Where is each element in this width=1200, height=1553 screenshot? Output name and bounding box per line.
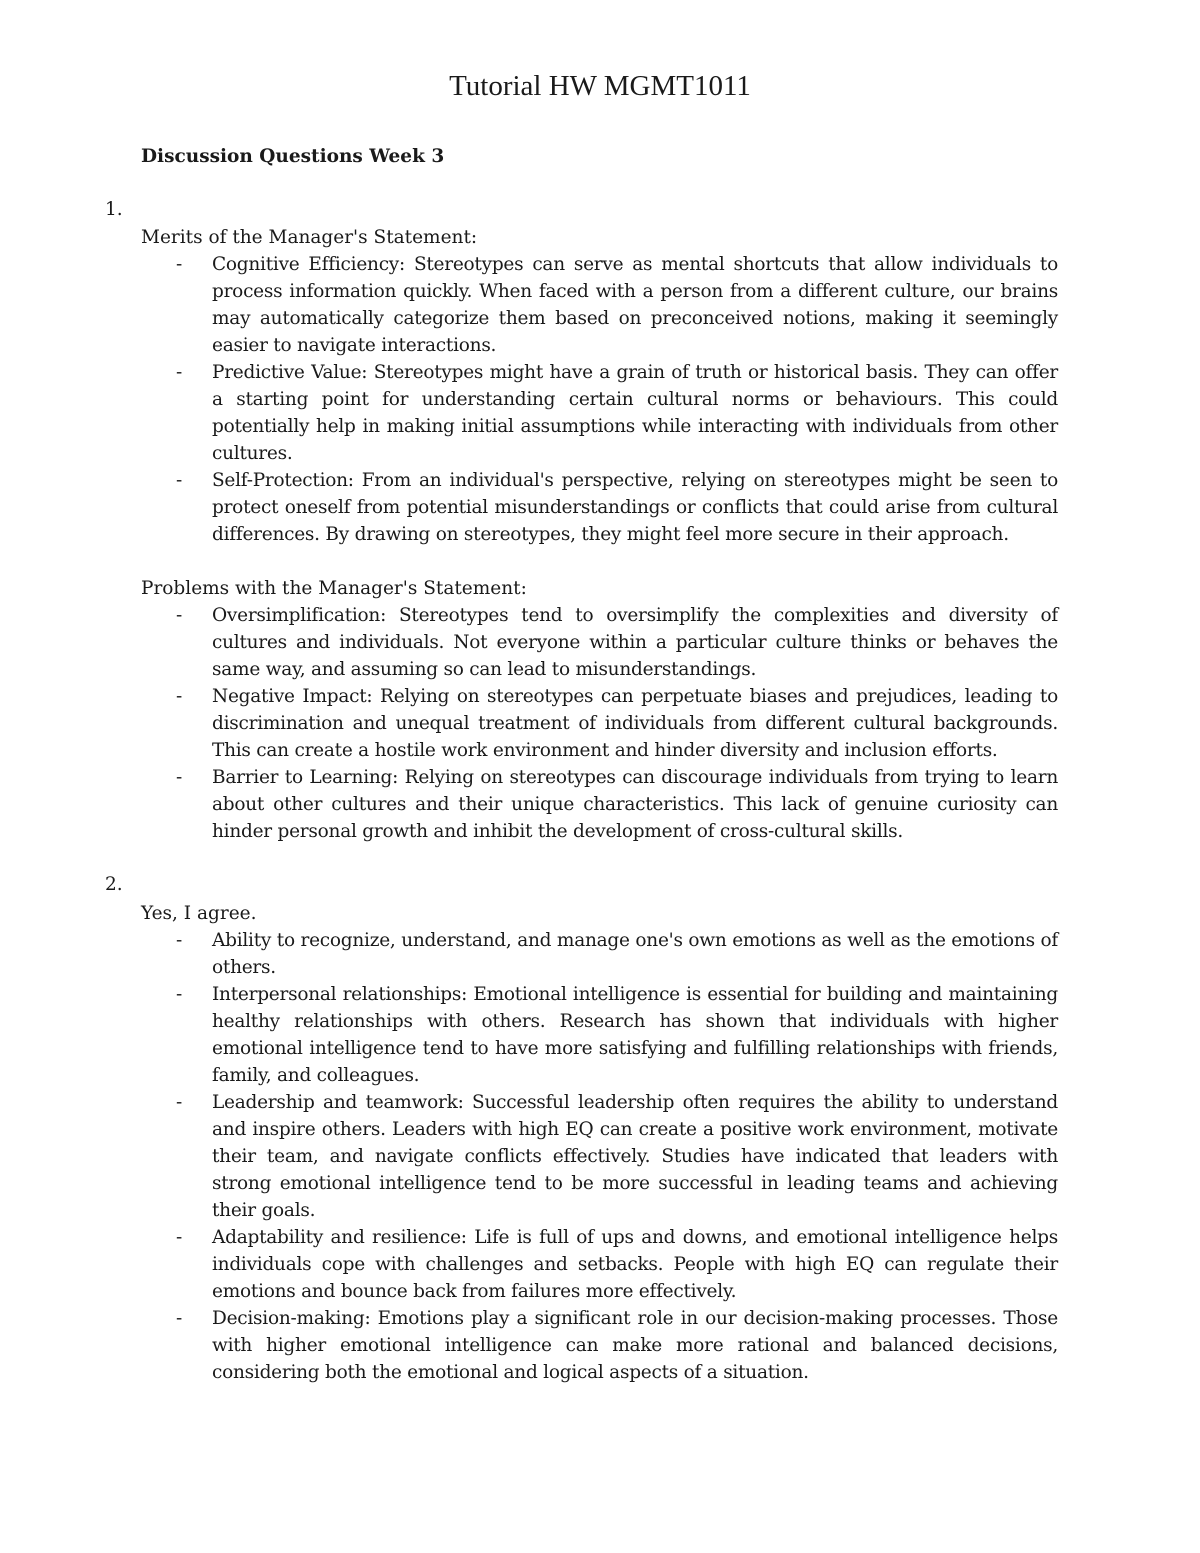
section-heading: Discussion Questions Week 3 <box>141 146 445 167</box>
list-item-text: Barrier to Learning: Relying on stereotypes can discourage individuals from trying to learn about other cultures and their unique characteristics. This lack of genuine curiosity can hinder personal growth and inhibit the development of cross-cultural skills. <box>212 767 1058 842</box>
list-item-text: Cognitive Efficiency: Stereotypes can serve as mental shortcuts that allow individuals to process information quickly. When faced with a person from a different culture, our brains may automatically categorize them based on preconceived notions, making it seemingly easier to navigate interactions. <box>212 254 1058 356</box>
list-item <box>176 251 1058 359</box>
dash-bullet: - <box>176 686 183 707</box>
dash-bullet: - <box>176 362 183 383</box>
dash-bullet: - <box>176 470 183 491</box>
dash-bullet: - <box>176 930 183 951</box>
list-item-text: Self-Protection: From an individual's perspective, relying on stereotypes might be seen to protect oneself from potential misunderstandings or conflicts that could arise from cultural differences. By drawing on stereotypes, they might feel more secure in their approach. <box>212 470 1058 545</box>
points-list <box>176 927 1058 1386</box>
list-item <box>176 981 1058 1089</box>
dash-bullet: - <box>176 1227 183 1248</box>
list-item <box>176 1089 1058 1224</box>
answer-text: Yes, I agree. <box>141 903 257 924</box>
list-item <box>176 683 1058 764</box>
list-item <box>176 359 1058 467</box>
list-item-text: Leadership and teamwork: Successful leadership often requires the ability to understand and inspire others. Leaders with high EQ can create a positive work environment, motivate their team, and navigate conflicts effectively. Studies have indicated that leaders with strong emotional intelligence tend to be more successful in leading teams and achieving their goals. <box>212 1092 1058 1221</box>
list-item-text: Predictive Value: Stereotypes might have a grain of truth or historical basis. They can offer a starting point for understanding certain cultural norms or behaviours. This could potentially help in making initial assumptions while interacting with individuals from other cultures. <box>212 362 1058 464</box>
merits-heading: Merits of the Manager's Statement: <box>141 227 478 248</box>
list-item <box>176 927 1058 981</box>
list-item-text: Ability to recognize, understand, and manage one's own emotions as well as the emotions of others. <box>212 930 1058 978</box>
list-item-text: Adaptability and resilience: Life is full of ups and downs, and emotional intelligence helps individuals cope with challenges and setbacks. People with high EQ can regulate their emotions and bounce back from failures more effectively. <box>212 1227 1058 1302</box>
list-item-text: Interpersonal relationships: Emotional intelligence is essential for building and maintaining healthy relationships with others. Research has shown that individuals with higher emotional intelligence tend to have more satisfying and fulfilling relationships with friends, family, and colleagues. <box>212 984 1058 1086</box>
dash-bullet: - <box>176 254 183 275</box>
merits-list <box>176 251 1058 548</box>
list-item <box>176 602 1058 683</box>
problems-heading: Problems with the Manager's Statement: <box>141 578 527 599</box>
list-item-text: Decision-making: Emotions play a significant role in our decision-making processes. Those with higher emotional intelligence can make more rational and balanced decisions, considering both the emotional and logical aspects of a situation. <box>212 1308 1058 1383</box>
list-item-text: Negative Impact: Relying on stereotypes can perpetuate biases and prejudices, leading to discrimination and unequal treatment of individuals from different cultural backgrounds. This can create a hostile work environment and hinder diversity and inclusion efforts. <box>212 686 1058 761</box>
question-number-1: 1. <box>105 199 123 220</box>
document-title: Tutorial HW MGMT1011 <box>449 70 751 102</box>
list-item <box>176 1305 1058 1386</box>
dash-bullet: - <box>176 984 183 1005</box>
list-item <box>176 764 1058 845</box>
list-item <box>176 467 1058 548</box>
dash-bullet: - <box>176 605 183 626</box>
problems-list <box>176 602 1058 845</box>
dash-bullet: - <box>176 1092 183 1113</box>
list-item <box>176 1224 1058 1305</box>
list-item-text: Oversimplification: Stereotypes tend to oversimplify the complexities and diversity of cultures and individuals. Not everyone within a particular culture thinks or behaves the same way, and assuming so can lead to misunderstandings. <box>212 605 1058 680</box>
dash-bullet: - <box>176 767 183 788</box>
dash-bullet: - <box>176 1308 183 1329</box>
question-number-2: 2. <box>105 874 123 895</box>
